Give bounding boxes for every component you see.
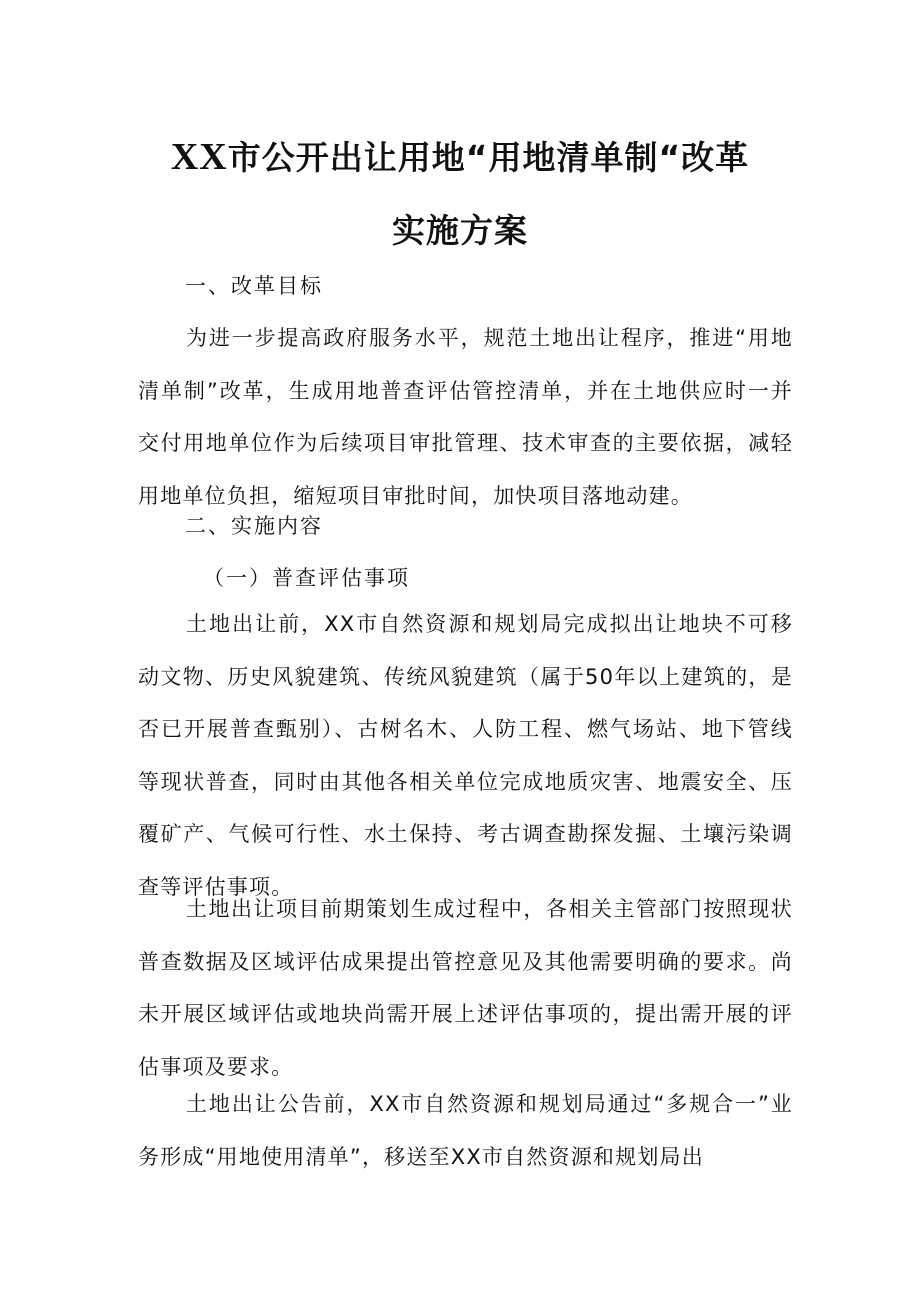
document-title-line-2: 实施方案 bbox=[392, 211, 528, 250]
title-prefix: XX bbox=[170, 136, 228, 178]
section-heading-content: 二、实施内容 bbox=[185, 514, 323, 538]
paragraph-planning: 土地出让项目前期策划生成过程中，各相关主管部门按照现状普查数据及区域评估成果提出管控意见及其他需要明确的要求。尚未开展区域评估或地块尚需开展上述评估事项的，提出需开展的评估事项及要求。 bbox=[138, 897, 793, 1079]
document-title-line-1 bbox=[0, 132, 920, 179]
paragraph-survey: 土地出让前，XX市自然资源和规划局完成拟出让地块不可移动文物、历史风貌建筑、传统风貌建筑（属于50年以上建筑的，是否已开展普查甄别）、古树名木、人防工程、燃气场站、地下管线等现状普查，同时由其他各相关单位完成地质灾害、地震安全、压覆矿产、气候可行性、水土保持、考古调查勘探发掘、土壤污染调查等评估事项。 bbox=[138, 612, 793, 899]
section-heading-goals: 一、改革目标 bbox=[185, 274, 323, 298]
title-text: 市公开出让用地“用地清单制“改革 bbox=[227, 138, 750, 177]
paragraph-announcement: 土地出让公告前，XX市自然资源和规划局通过“多规合一”业务形成“用地使用清单”，移送至XX市自然资源和规划局出 bbox=[138, 1092, 793, 1169]
subsection-heading-survey: （一）普查评估事项 bbox=[203, 566, 410, 590]
paragraph-goals: 为进一步提高政府服务水平，规范土地出让程序，推进“用地清单制”改革，生成用地普查评估管控清单，并在土地供应时一并交付用地单位作为后续项目审批管理、技术审查的主要依据，减轻用地单位负担，缩短项目审批时间，加快项目落地动建。 bbox=[138, 326, 793, 508]
